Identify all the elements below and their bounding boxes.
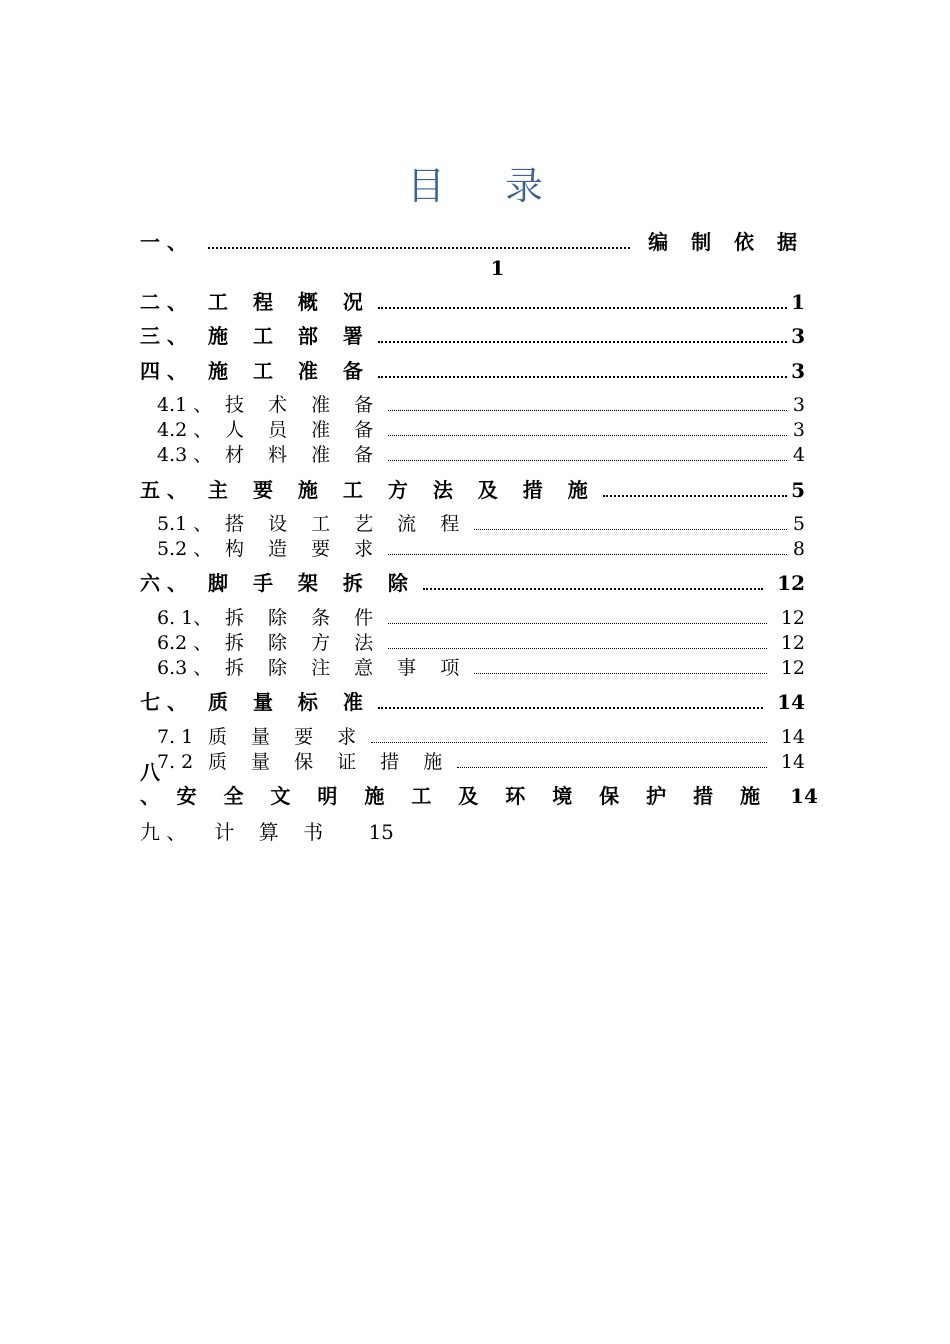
- toc-entry-page: 3: [791, 359, 805, 383]
- toc-entry-number: 7. 2: [157, 751, 194, 773]
- toc-entry-number: 九 、: [140, 820, 187, 844]
- toc-entry-page: 8: [792, 538, 805, 560]
- toc-leader: [378, 341, 787, 343]
- toc-leader: [603, 495, 787, 497]
- toc-entry-6[interactable]: [140, 569, 805, 595]
- toc-entry-number: 6.2 、: [157, 632, 213, 654]
- toc-entry-page: 12: [777, 571, 805, 595]
- toc-entry-page: 12: [780, 632, 805, 654]
- toc-entry-number: 三 、: [140, 324, 187, 348]
- toc-leader: [371, 742, 767, 743]
- toc-leader: [388, 410, 787, 411]
- toc-entry-page: 14: [790, 784, 818, 808]
- toc-title-char-2: 录: [505, 164, 544, 208]
- toc-entry-6-3[interactable]: [140, 654, 805, 680]
- toc-entry-number: 六 、: [140, 571, 187, 595]
- toc-entry-9[interactable]: [140, 816, 394, 845]
- toc-entry-label: 编 制 依 据: [648, 230, 805, 254]
- toc-entry-label: 拆 除 条 件: [225, 607, 383, 629]
- toc-entry-label: 脚 手 架 拆 除: [208, 571, 417, 595]
- toc-entry-page: 14: [780, 751, 805, 773]
- toc-entry-label: 工 程 概 况: [208, 290, 372, 314]
- toc-entry-2[interactable]: [140, 288, 805, 314]
- toc-entry-number: 6.3 、: [157, 657, 213, 679]
- toc-leader: [388, 435, 787, 436]
- toc-entry-number: 4.1 、: [157, 394, 213, 416]
- toc-entry-label: 材 料 准 备: [225, 444, 383, 466]
- toc-entry-page: 14: [777, 690, 805, 714]
- toc-entry-page: 12: [780, 657, 805, 679]
- toc-leader: [208, 247, 630, 249]
- toc-entry-number: 二 、: [140, 290, 187, 314]
- toc-entry-page: 1: [791, 290, 805, 314]
- toc-entry-5-2[interactable]: [140, 535, 805, 561]
- toc-entry-number: 4.2 、: [157, 419, 213, 441]
- toc-entry-7[interactable]: [140, 688, 805, 714]
- toc-entry-page: 5: [792, 513, 805, 535]
- toc-entry-label: 施 工 部 署: [208, 324, 372, 348]
- toc-entry-5[interactable]: [140, 476, 805, 502]
- toc-entry-page: 3: [791, 324, 805, 348]
- toc-title-char-1: 目: [406, 164, 445, 208]
- toc-entry-number: 八 、: [140, 760, 160, 808]
- toc-entry-number: 七 、: [140, 690, 187, 714]
- toc-entry-5-1[interactable]: [140, 510, 805, 536]
- toc-leader: [388, 648, 767, 649]
- toc-entry-label: 人 员 准 备: [225, 419, 383, 441]
- toc-entry-7-1[interactable]: [140, 723, 805, 749]
- toc-entry-page: 3: [792, 394, 805, 416]
- toc-entry-page: 5: [791, 478, 805, 502]
- toc-entry-label: 主 要 施 工 方 法 及 措 施: [208, 478, 597, 502]
- toc-entry-page: 12: [780, 607, 805, 629]
- toc-entry-7-2[interactable]: [140, 748, 805, 774]
- toc-entry-number: 4.3 、: [157, 444, 213, 466]
- toc-entry-1-page: 1: [490, 256, 505, 280]
- toc-entry-6-1[interactable]: [140, 604, 805, 630]
- toc-entry-4[interactable]: [140, 357, 805, 383]
- toc-entry-label: 拆 除 方 法: [225, 632, 383, 654]
- toc-entry-1[interactable]: [140, 228, 805, 254]
- toc-entry-number: 5.1 、: [157, 513, 213, 535]
- toc-entry-label: 计 算 书: [214, 820, 333, 844]
- toc-entry-number: 四 、: [140, 359, 187, 383]
- toc-entry-number: 五 、: [140, 478, 187, 502]
- toc-leader: [378, 707, 763, 709]
- toc-leader: [378, 376, 787, 378]
- toc-entry-number: 6. 1、: [157, 607, 213, 629]
- toc-leader: [423, 588, 763, 590]
- toc-entry-label: 质 量 标 准: [208, 690, 372, 714]
- toc-entry-4-3[interactable]: [140, 441, 805, 467]
- toc-entry-6-2[interactable]: [140, 629, 805, 655]
- toc-entry-label: 搭 设 工 艺 流 程: [225, 513, 469, 535]
- toc-entry-number: 一 、: [140, 230, 187, 254]
- toc-leader: [378, 307, 787, 309]
- toc-entry-label: 施 工 准 备: [208, 359, 372, 383]
- toc-entry-label: 安 全 文 明 施 工 及 环 境 保 护 措 施: [176, 784, 771, 808]
- toc-leader: [388, 623, 767, 624]
- toc-entry-label: 拆 除 注 意 事 项: [225, 657, 469, 679]
- toc-leader: [388, 460, 787, 461]
- toc-entry-page: 14: [780, 726, 805, 748]
- toc-entry-page: 3: [792, 419, 805, 441]
- toc-entry-number: 7. 1: [157, 726, 194, 748]
- toc-entry-label: 技 术 准 备: [225, 394, 383, 416]
- toc-entry-number: 5.2 、: [157, 538, 213, 560]
- toc-leader: [474, 529, 787, 530]
- toc-entry-label: 质 量 要 求: [208, 726, 366, 748]
- toc-entry-label: 构 造 要 求: [225, 538, 383, 560]
- toc-entry-4-1[interactable]: [140, 391, 805, 417]
- toc-leader: [388, 554, 787, 555]
- toc-entry-3[interactable]: [140, 322, 805, 348]
- toc-leader: [457, 767, 767, 768]
- toc-title: [0, 160, 950, 212]
- toc-entry-page: 4: [792, 444, 805, 466]
- toc-entry-4-2[interactable]: [140, 416, 805, 442]
- toc-leader: [474, 673, 767, 674]
- toc-entry-page: 15: [368, 820, 394, 844]
- toc-entry-label: 质 量 保 证 措 施: [208, 751, 452, 773]
